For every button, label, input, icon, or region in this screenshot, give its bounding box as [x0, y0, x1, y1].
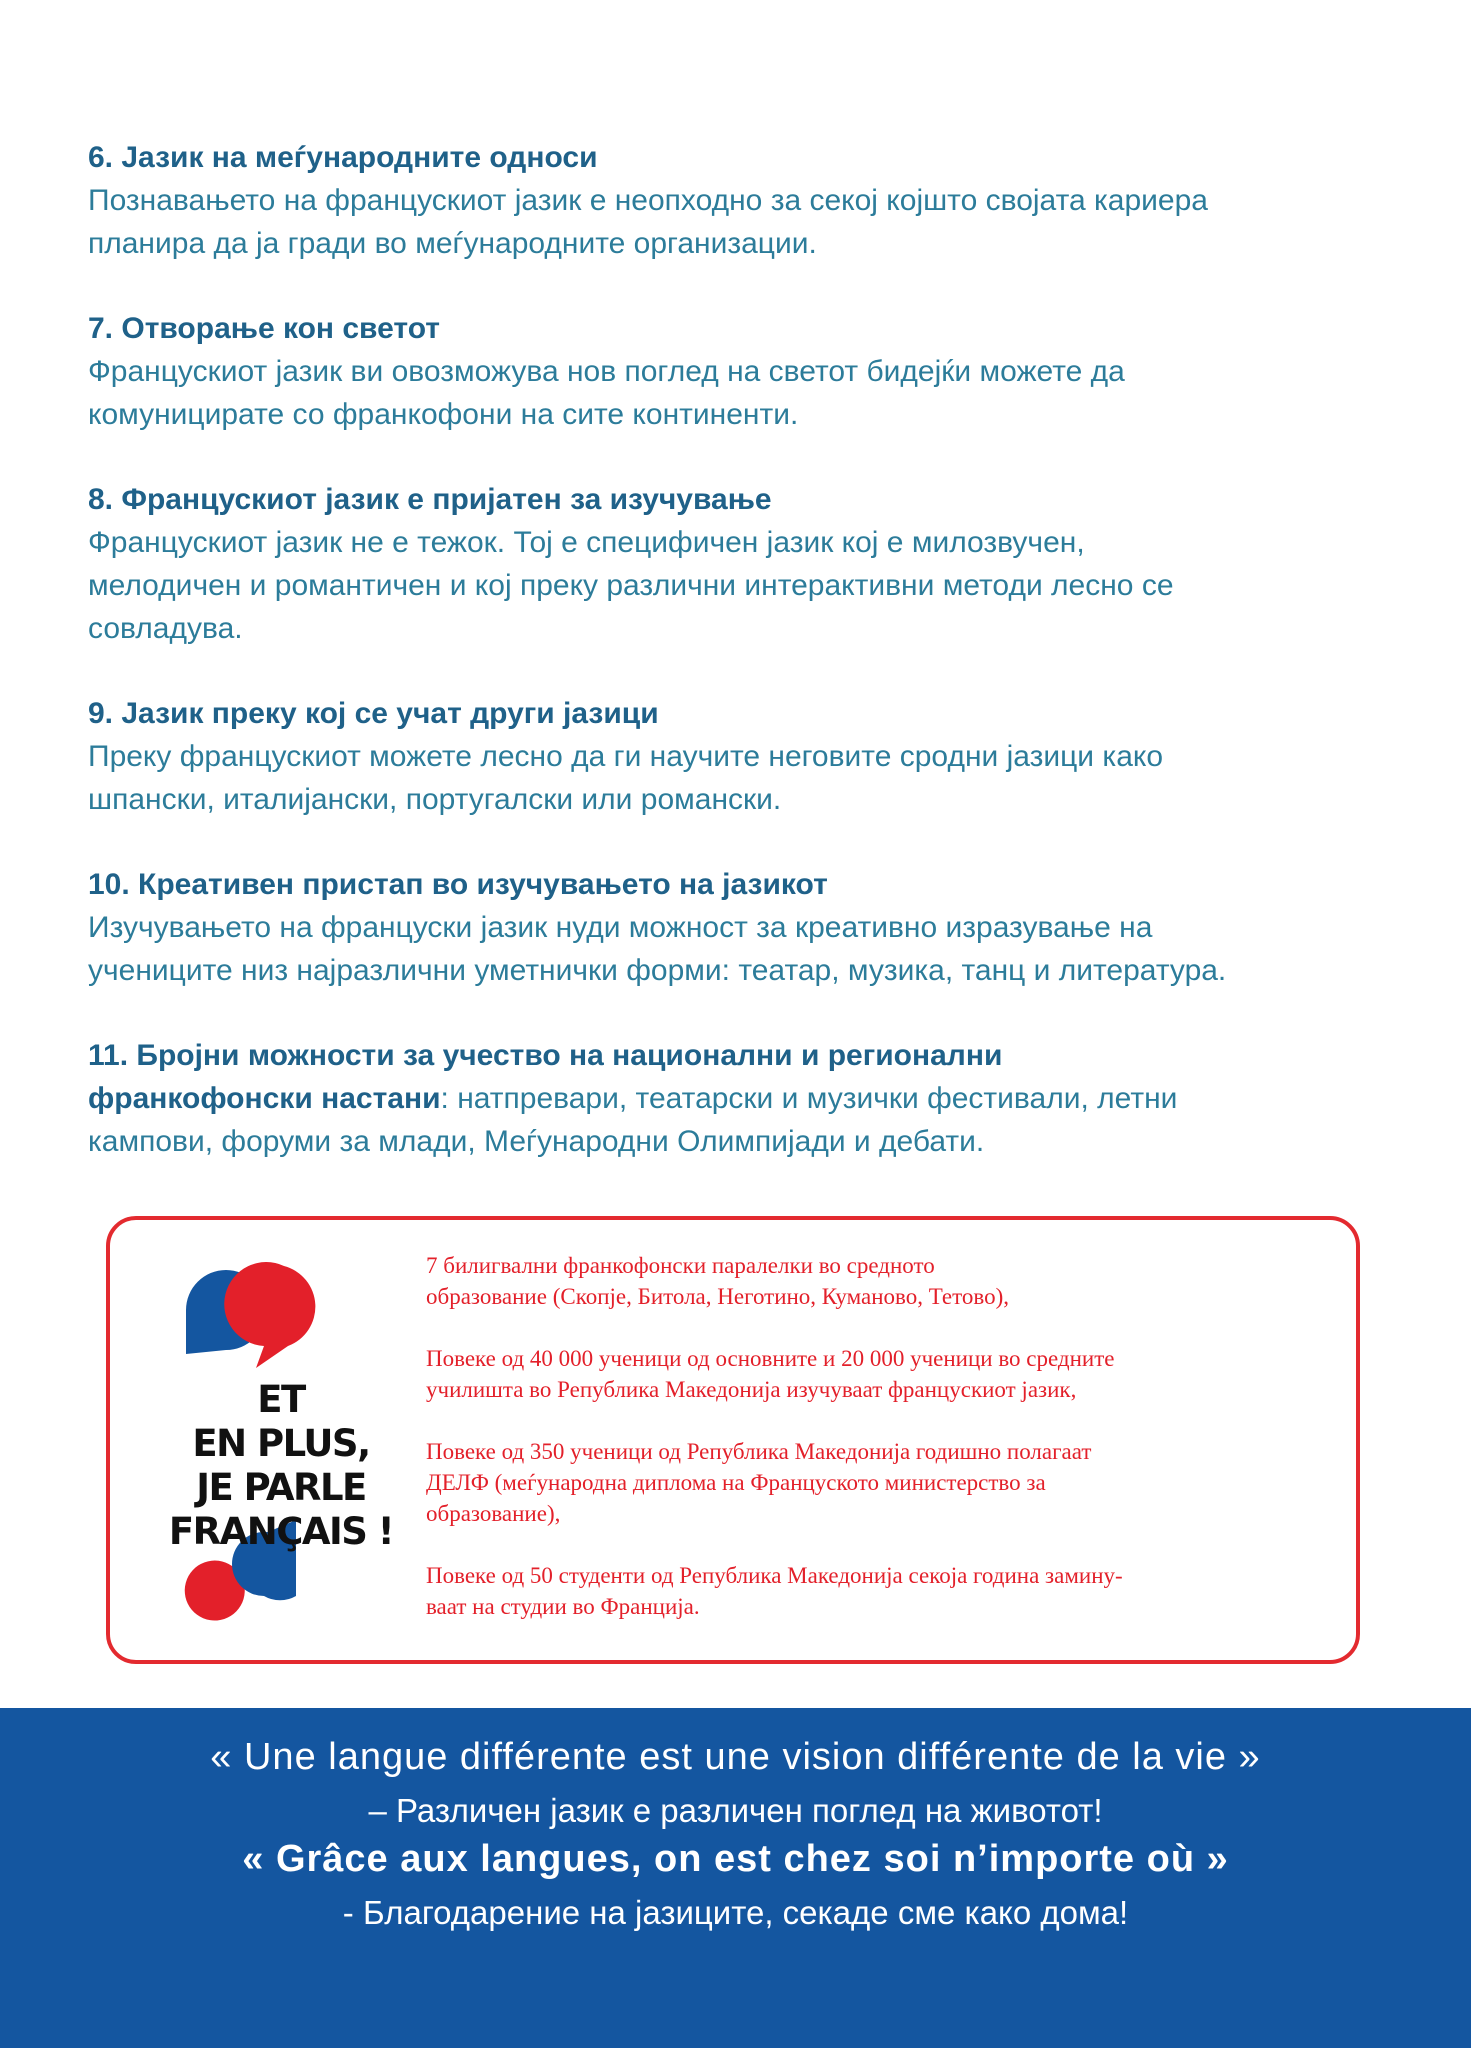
section-line: Францускиот јазик ви овозможува нов поглед на светот бидејќи можете да [88, 355, 1125, 388]
section-text [88, 1077, 1418, 1163]
section-text [88, 735, 1418, 821]
footer-translation-2: - Благодарение на јазиците, секаде сме како дома! [342, 1894, 1129, 1931]
section-inline-text: : натпревари, театарски и музички фестивали, летни [440, 1082, 1178, 1115]
section-line: кампови, форуми за млади, Меѓународни Олимпијади и дебати. [88, 1125, 985, 1158]
section-title: 9. Јазик преку кој се учат други јазици [88, 697, 659, 730]
section-8 [88, 478, 1418, 650]
section-line: мелодичен и романтичен и кој преку различни интерактивни методи лесно се [88, 569, 1174, 602]
footer-banner [0, 1708, 1471, 2048]
fact-item: 7 билигвални франкофонски паралелки во средното образование (Скопје, Битола, Неготино, Куманово, Тетово), [426, 1253, 1009, 1309]
section-text [88, 906, 1418, 992]
section-text [88, 521, 1418, 650]
section-line: совладува. [88, 612, 243, 645]
section-title: 11. Бројни можности за учество на национални и регионални [88, 1039, 1003, 1072]
section-title: 7. Отворање кон светот [88, 312, 440, 345]
facts-list [426, 1250, 1326, 1622]
red-speech-bubble-icon [224, 1262, 315, 1368]
section-title: 6. Јазик на меѓународните односи [88, 141, 598, 174]
section-line: Познавањето на францускиот јазик е неопходно за секој којшто својата кариера [88, 184, 1208, 217]
section-line [88, 1077, 1418, 1120]
section-7 [88, 307, 1418, 436]
section-text [88, 350, 1418, 436]
section-line: Преку францускиот можете лесно да ги научите неговите сродни јазици како [88, 740, 1164, 773]
section-line: комуницирате со франкофони на сите континенти. [88, 398, 799, 431]
section-inline-title: франкофонски настани [88, 1082, 441, 1115]
section-title: 8. Францускиот јазик е пријатен за изучување [88, 483, 772, 516]
section-title: 10. Креативен пристап во изучувањето на јазикот [88, 868, 828, 901]
logo-text: ET EN PLUS, JE PARLE FRANÇAIS ! [168, 1378, 394, 1553]
footer-translation-1: – Различен јазик е различен поглед на животот! [368, 1792, 1103, 1829]
et-en-plus-logo [156, 1258, 406, 1638]
facts-box [106, 1216, 1360, 1664]
section-text [88, 179, 1418, 265]
section-6 [88, 136, 1418, 265]
section-11 [88, 1034, 1418, 1163]
fact-item: Повеке од 50 студенти од Република Македонија секоја година замину- ваат на студии во Франција. [426, 1563, 1123, 1619]
section-10 [88, 863, 1418, 992]
footer-quote-2: « Grâce aux langues, on est chez soi n’importe où » [242, 1838, 1229, 1880]
footer-quote-1: « Une langue différente est une vision différente de la vie » [210, 1736, 1261, 1778]
fact-item: Повеке од 350 ученици од Република Македонија годишно полагаат ДЕЛФ (меѓународна диплома на Француското министерство за образование), [426, 1439, 1092, 1526]
section-9 [88, 692, 1418, 821]
section-line: учениците низ најразлични уметнички форми: театар, музика, танц и литература. [88, 954, 1227, 987]
section-line: Францускиот јазик не е тежок. Тој е специфичен јазик кој е милозвучен, [88, 526, 1085, 559]
fact-item: Повеке од 40 000 ученици од основните и 20 000 ученици во средните училишта во Република Македонија изучуваат францускиот јазик, [426, 1346, 1115, 1402]
section-line: планира да ја гради во меѓународните организации. [88, 227, 817, 260]
content-sections [88, 136, 1418, 1205]
section-line: шпански, италијански, португалски или романски. [88, 783, 782, 816]
section-line: Изучувањето на француски јазик нуди можност за креативно изразување на [88, 911, 1153, 944]
